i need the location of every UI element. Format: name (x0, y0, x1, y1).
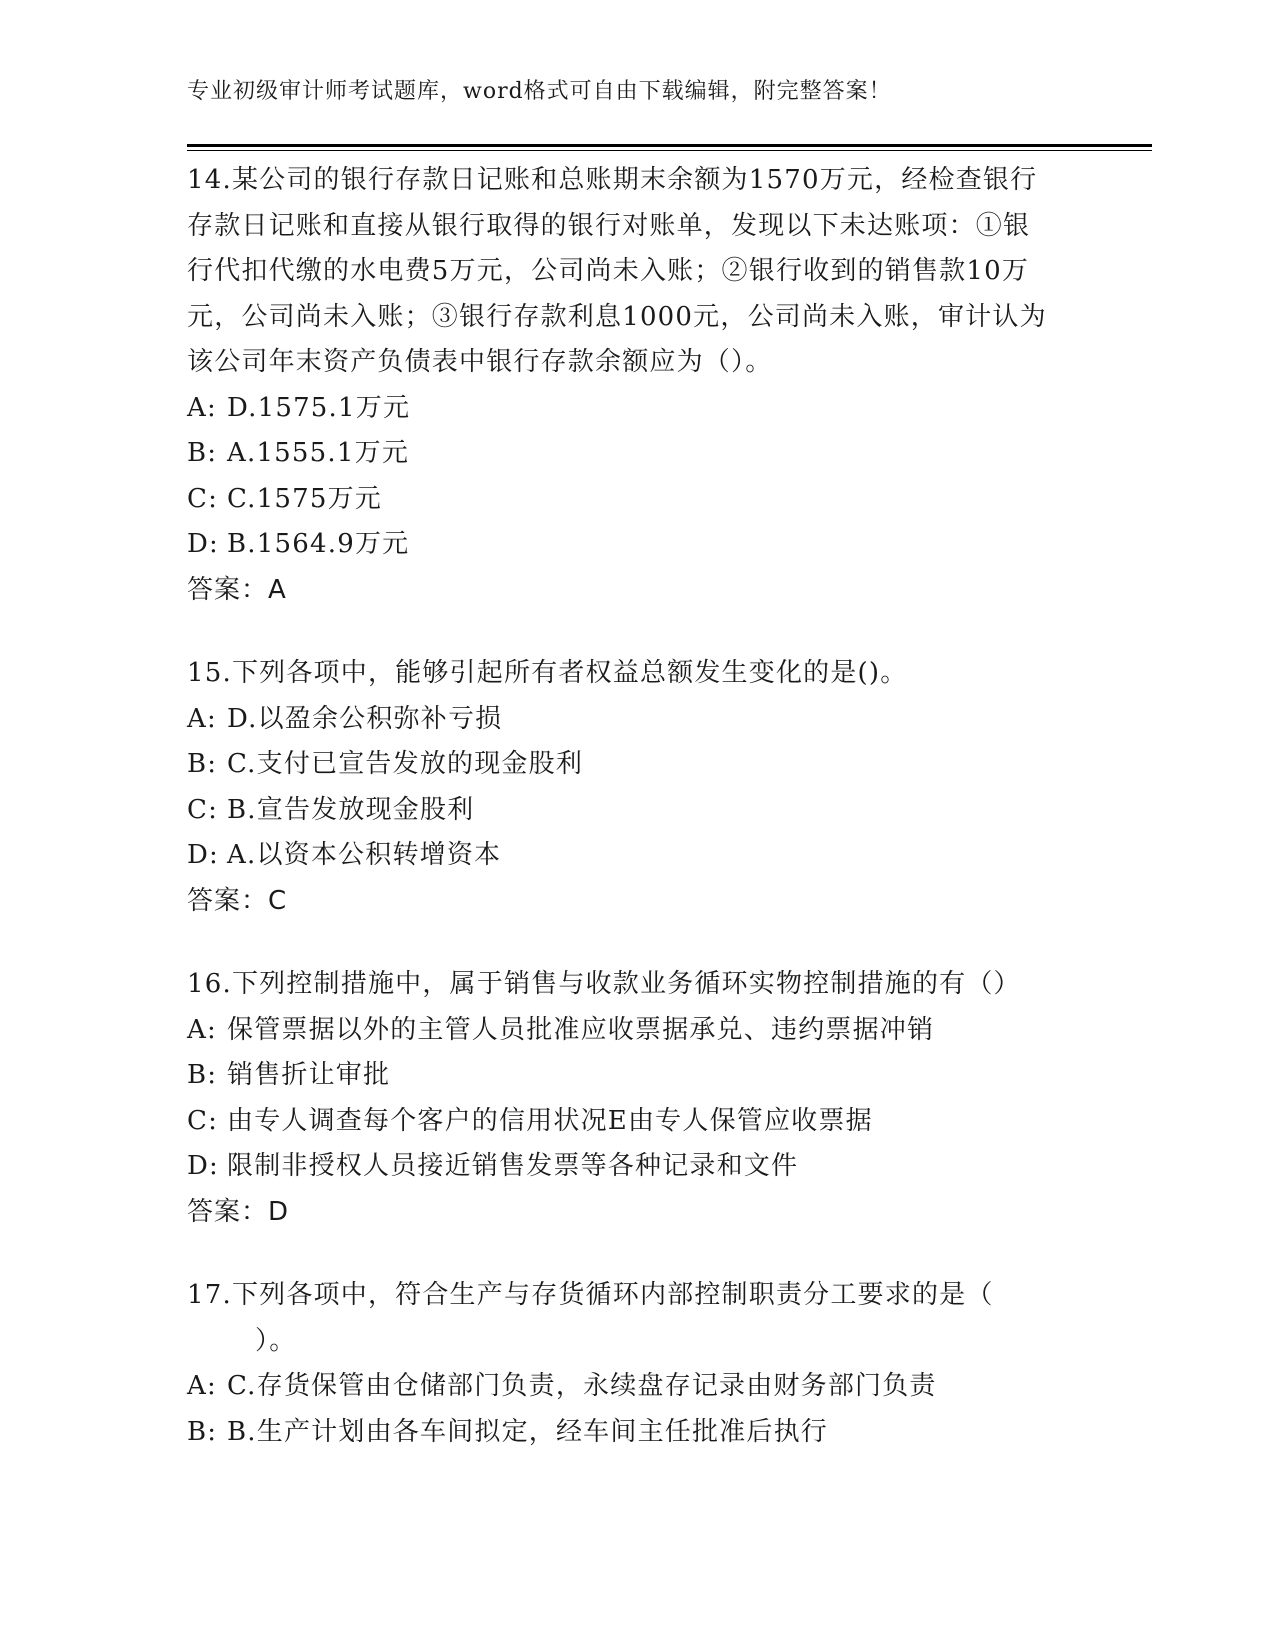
question-16 (187, 962, 1057, 1235)
option-text: D.以盈余公积弥补亏损 (227, 703, 503, 734)
answer: 答案：A (187, 574, 287, 605)
option-c (187, 1099, 1057, 1145)
option-a (187, 1364, 1057, 1410)
option-text: C.存货保管由仓储部门负责，永续盘存记录由财务部门负责 (227, 1371, 937, 1401)
option-letter: B: (187, 749, 218, 779)
question-text (187, 158, 1057, 386)
option-d (187, 522, 1057, 568)
option-letter: A: (187, 1371, 217, 1401)
option-text: 保管票据以外的主管人员批准应收票据承兑、违约票据冲销 (227, 1014, 935, 1045)
question-text (187, 962, 1057, 1008)
option-letter: A: (187, 1014, 217, 1045)
option-letter: C: (187, 1105, 219, 1136)
option-letter: C: (187, 794, 219, 825)
question-stem: 14.某公司的银行存款日记账和总账期末余额为1570万元，经检查银行存款日记账和直接从银行取得的银行对账单，发现以下未达账项：①银行代扣代缴的水电费5万元，公司尚未入账；②银行收到的销售款10万元，公司尚未入账；③银行存款利息1000元，公司尚未入账，审计认为该公司年末资产负债表中银行存款余额应为（）。 (187, 165, 1047, 377)
option-letter: A: (187, 392, 217, 423)
option-text: C.1575万元 (227, 483, 382, 514)
question-15 (187, 651, 1057, 924)
option-text: C.支付已宣告发放的现金股利 (227, 749, 584, 779)
question-text (187, 651, 1057, 697)
option-d (187, 1144, 1057, 1190)
option-a (187, 1008, 1057, 1054)
answer: 答案：D (187, 1196, 290, 1227)
option-text: 限制非授权人员接近销售发票等各种记录和文件 (227, 1151, 799, 1181)
option-text: 由专人调查每个客户的信用状况E由专人保管应收票据 (227, 1105, 873, 1136)
option-text: A.以资本公积转增资本 (227, 840, 502, 870)
option-text: 销售折让审批 (227, 1060, 391, 1090)
option-text: A.1555.1万元 (227, 438, 410, 468)
option-letter: C: (187, 483, 219, 514)
option-c (187, 477, 1057, 523)
header-rule-thick (187, 144, 1152, 147)
option-letter: B: (187, 1060, 218, 1090)
option-a (187, 386, 1057, 432)
option-a (187, 697, 1057, 743)
option-letter: D: (187, 529, 220, 559)
page-header: 专业初级审计师考试题库，word格式可自由下载编辑，附完整答案！ (187, 79, 892, 104)
option-letter: D: (187, 840, 220, 870)
option-b (187, 431, 1057, 477)
question-stem: 15.下列各项中，能够引起所有者权益总额发生变化的是()。 (187, 658, 908, 688)
answer: 答案：C (187, 885, 288, 916)
question-stem: 16.下列控制措施中，属于销售与收款业务循环实物控制措施的有（） (187, 969, 1021, 999)
option-text: B.宣告发放现金股利 (227, 794, 475, 825)
question-17 (187, 1273, 1057, 1455)
option-letter: D: (187, 1151, 220, 1181)
header-rule-thin (187, 150, 1152, 151)
option-letter: A: (187, 703, 217, 734)
question-stem: 17.下列各项中，符合生产与存货循环内部控制职责分工要求的是（ (187, 1280, 994, 1310)
option-d (187, 833, 1057, 879)
question-14 (187, 158, 1057, 613)
option-text: B.1564.9万元 (227, 529, 410, 559)
option-text: B.生产计划由各车间拟定，经车间主任批准后执行 (227, 1416, 828, 1447)
question-stem-continued: ）。 (255, 1325, 297, 1356)
option-text: D.1575.1万元 (227, 392, 411, 423)
option-b (187, 742, 1057, 788)
option-b (187, 1053, 1057, 1099)
question-list (187, 158, 1057, 1493)
option-letter: B: (187, 1416, 218, 1447)
option-b (187, 1410, 1057, 1456)
option-c (187, 788, 1057, 834)
option-letter: B: (187, 438, 218, 468)
question-text (187, 1273, 1057, 1364)
